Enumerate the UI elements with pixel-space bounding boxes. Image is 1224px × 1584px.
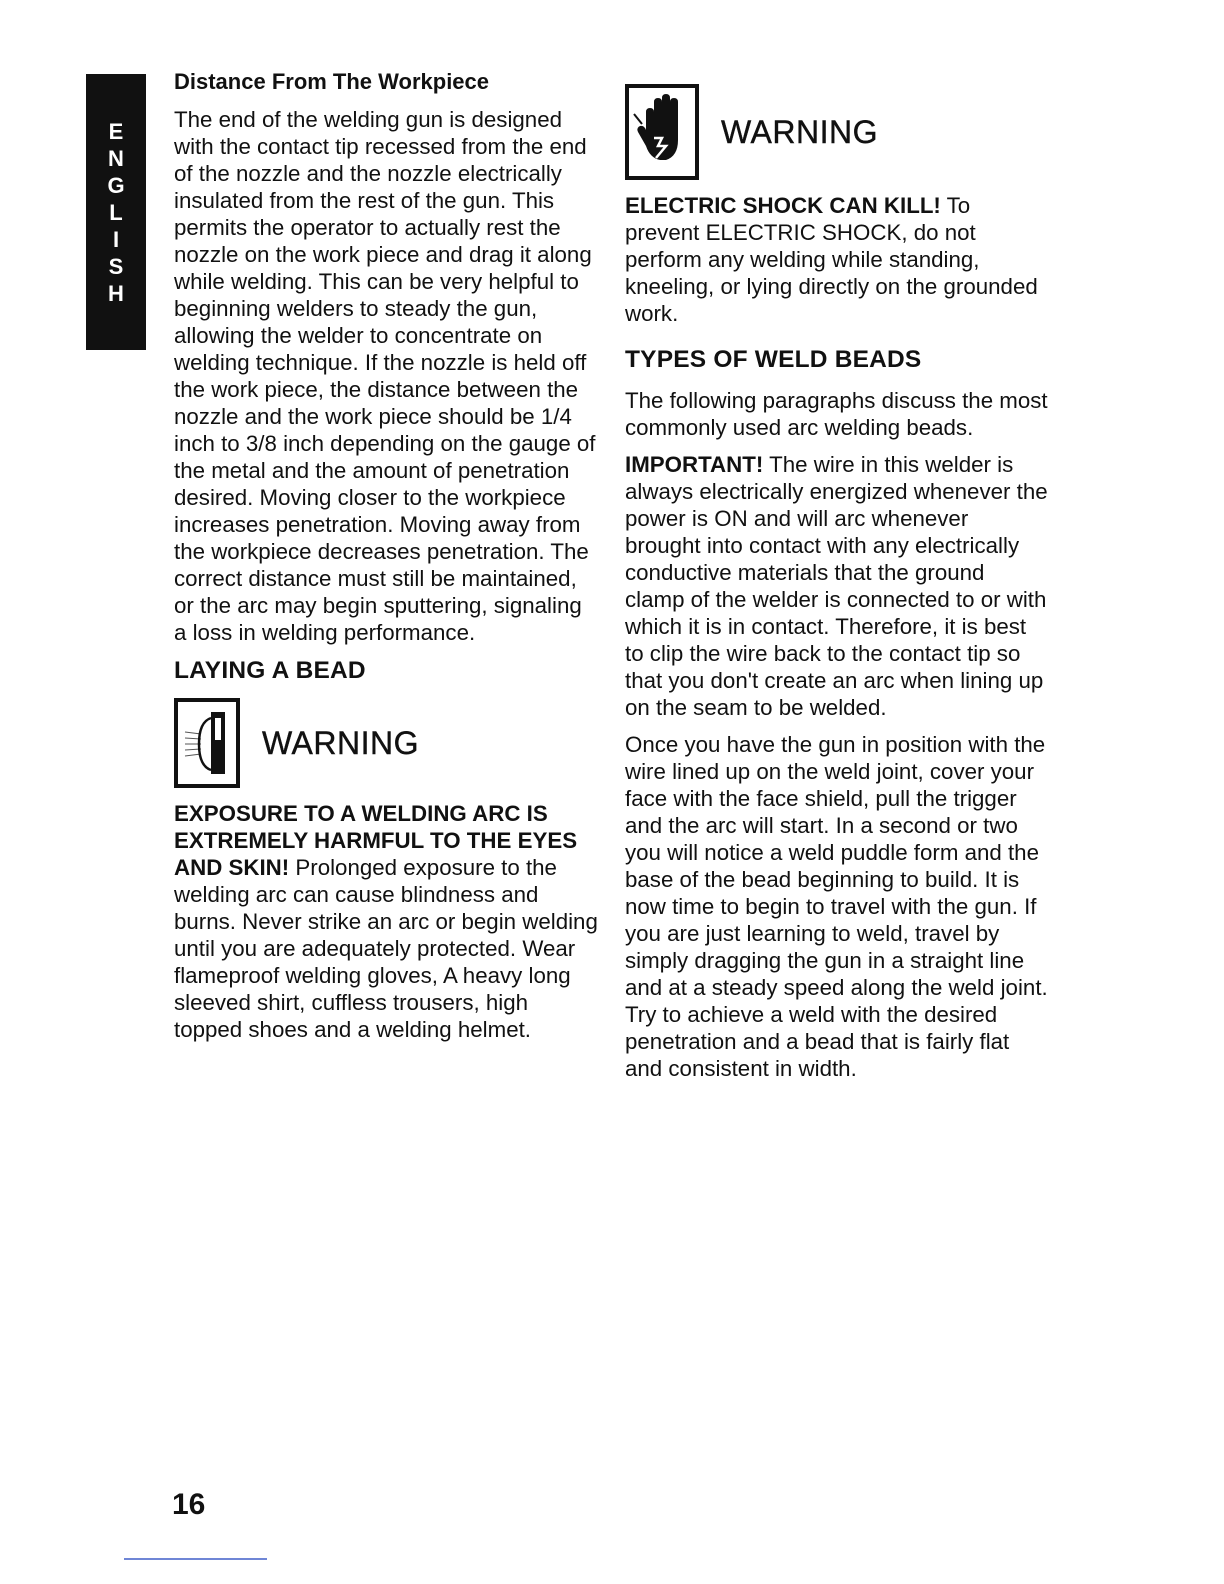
shock-warning-text [625,192,1050,327]
arc-warning-text [174,800,599,1043]
technique-paragraph: Once you have the gun in position with the wire lined up on the weld joint, cover your face with the face shield, pull the trigger and the arc will start. In a second or two you will notice a weld puddle form and the base of the bead beginning to build. It is now time to begin to travel with the gun. If you are just learning to weld, travel by simply dragging the gun in a straight line and at a steady speed along the weld joint. Try to achieve a weld with the desired penetration and a bead that is fairly flat and consistent in width. [625,732,1048,1081]
tab-letter: L [109,199,123,225]
tab-letter: E [108,118,124,144]
face-shield-icon [174,698,240,788]
right-column [625,84,1050,1092]
language-tab [86,74,146,350]
tab-letter: G [107,172,125,198]
warning-label: WARNING [262,724,419,761]
page-number: 16 [172,1488,206,1521]
distance-paragraph: The end of the welding gun is designed with the contact tip recessed from the end of the nozzle and the nozzle electrically insulated from the rest of the gun. This permits the operator to actually rest the nozzle on the work piece and drag it along while welding. This can be very helpful to beginning welders to steady the gun, allowing the welder to concentrate on welding technique. If the nozzle is held off the work piece, the distance between the nozzle and the work piece should be 1/4 inch to 3/8 inch depending on the gauge of the metal and the amount of penetration desired. Moving closer to the workpiece increases penetration. Moving away from the workpiece decreases penetration. The correct distance must still be maintained, or the arc may begin sputtering, signaling a loss in welding performance. [174,107,596,645]
tab-letter: H [108,280,124,306]
arc-warning-bold: EXPOSURE TO A WELDING ARC IS EXTREMELY HARMFUL TO THE EYES AND SKIN! [174,801,578,880]
tab-letter: I [112,226,120,252]
footer-rule [124,1558,267,1560]
beads-intro-paragraph: The following paragraphs discuss the most commonly used arc welding beads. [625,388,1048,440]
important-body: The wire in this welder is always electrically energized whenever the power is ON and will arc whenever brought into contact with any electrically conductive materials that the ground clamp of the welder is connected to or with which it is in contact. Therefore, it is best to clip the wire back to the contact tip so that you don't create an arc when lining up on the seam to be welded. [625,452,1048,720]
shock-warning-header [625,84,1050,180]
arc-warning-header [174,698,599,788]
important-paragraph [625,451,1050,721]
electric-shock-hand-icon [625,84,699,180]
laying-a-bead-heading: LAYING A BEAD [174,657,366,684]
arc-warning-body: Prolonged exposure to the welding arc can cause blindness and burns. Never strike an arc or begin welding until you are adequately protected. Wear flameproof welding gloves, A heavy long sleeved shirt, cuffless trousers, high topped shoes and a welding helmet. [174,855,598,1042]
shock-warning-body: To prevent ELECTRIC SHOCK, do not perform any welding while standing, kneeling, or lying directly on the grounded work. [625,193,1038,326]
shock-warning-bold: ELECTRIC SHOCK CAN KILL! [625,193,941,218]
tab-letter: S [108,253,124,279]
distance-subheading: Distance From The Workpiece [174,69,490,94]
warning-label: WARNING [721,113,878,150]
tab-letter: N [108,145,124,171]
important-bold: IMPORTANT! [625,452,764,477]
types-of-weld-beads-heading: TYPES OF WELD BEADS [625,346,922,373]
left-column [174,68,599,1053]
